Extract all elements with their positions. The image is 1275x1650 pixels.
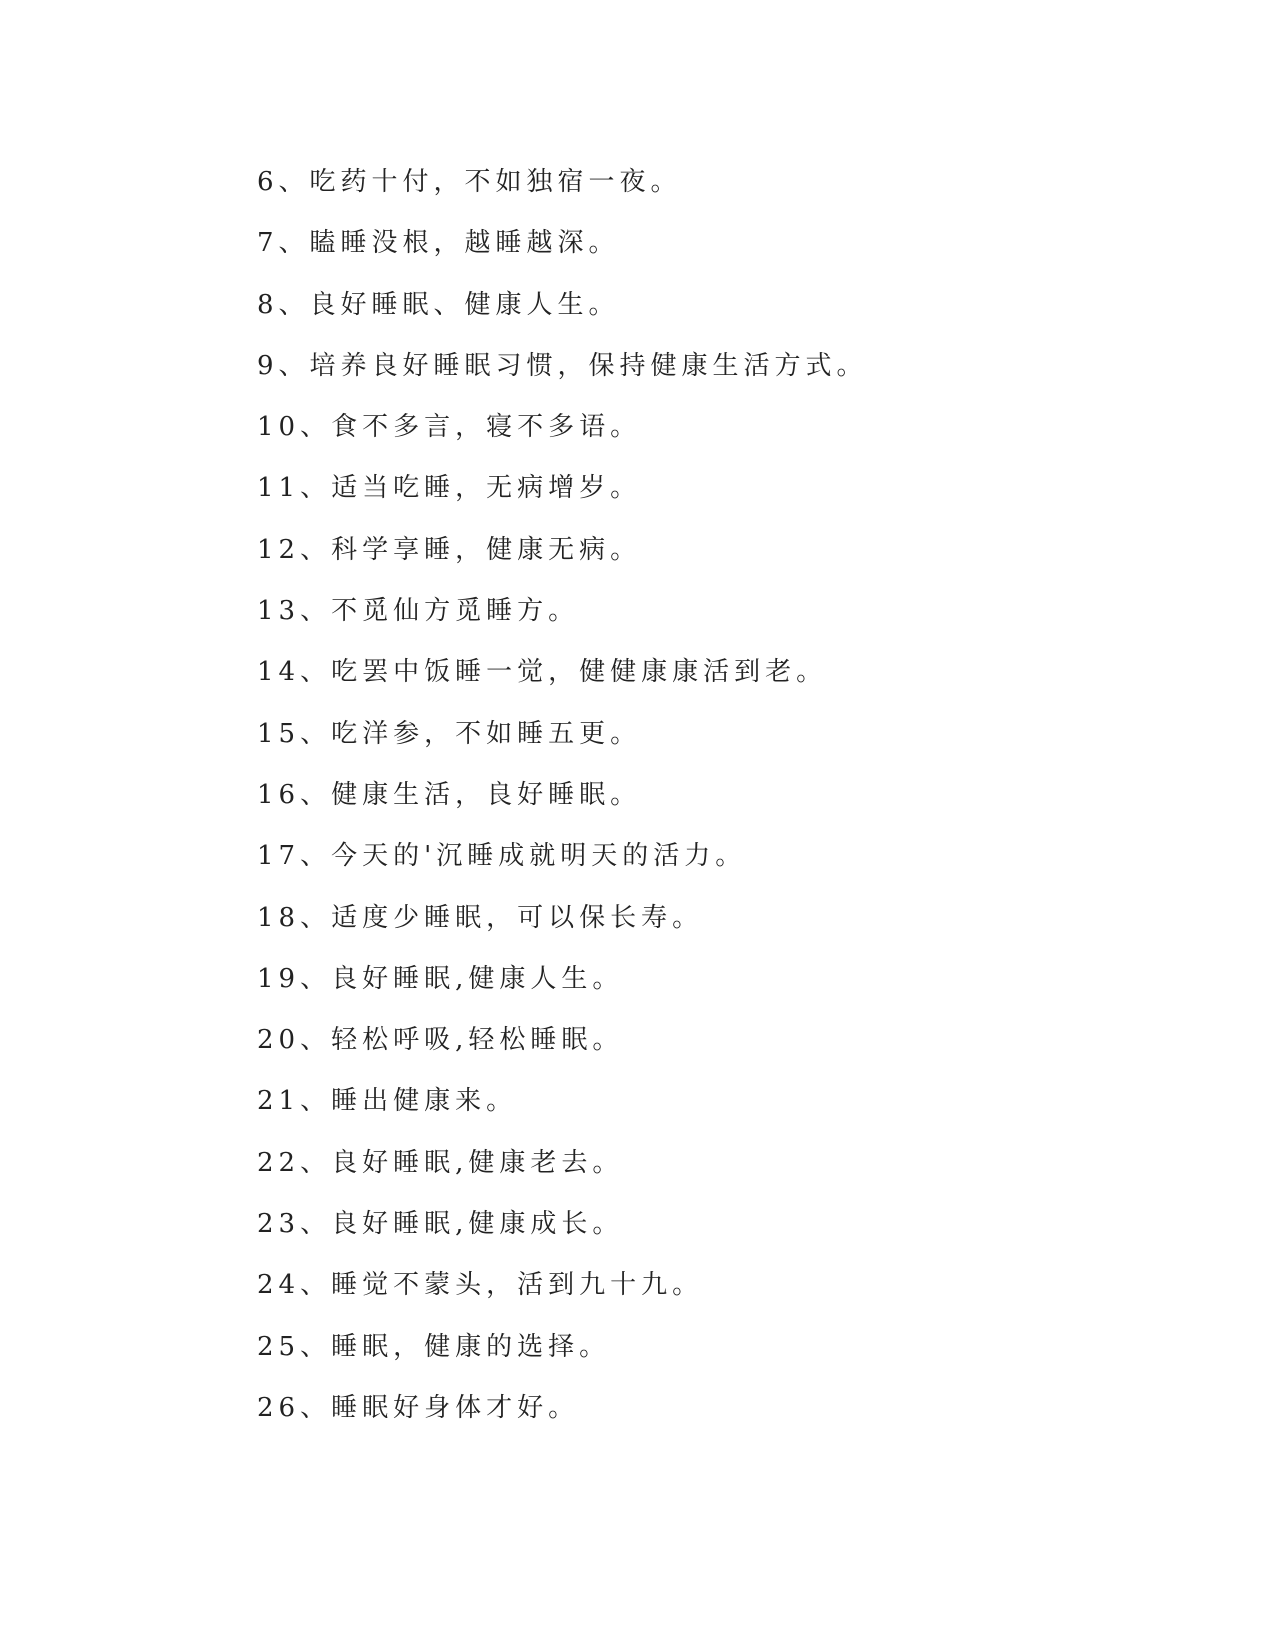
- list-item: 22、良好睡眠,健康老去。: [257, 1147, 624, 1178]
- list-item: 9、培养良好睡眠习惯，保持健康生活方式。: [257, 350, 868, 381]
- list-item: 23、良好睡眠,健康成长。: [257, 1209, 624, 1240]
- list-item: 20、轻松呼吸,轻松睡眠。: [257, 1025, 624, 1056]
- list-item: 18、适度少睡眠，可以保长寿。: [257, 902, 704, 933]
- list-item: 12、科学享睡，健康无病。: [257, 534, 642, 565]
- list-item: 14、吃罢中饭睡一觉，健健康康活到老。: [257, 657, 828, 688]
- list-item: 17、今天的'沉睡成就明天的活力。: [257, 841, 747, 872]
- list-item: 16、健康生活，良好睡眠。: [257, 779, 642, 810]
- list-item: 10、食不多言，寝不多语。: [257, 412, 642, 443]
- list-item: 25、睡眠，健康的选择。: [257, 1331, 611, 1362]
- list-item: 7、瞌睡没根，越睡越深。: [257, 228, 620, 259]
- list-item: 19、良好睡眠,健康人生。: [257, 963, 624, 994]
- list-item: 21、睡出健康来。: [257, 1086, 518, 1117]
- list-item: 26、睡眠好身体才好。: [257, 1392, 580, 1423]
- list-item: 24、睡觉不蒙头，活到九十九。: [257, 1270, 704, 1301]
- list-item: 11、适当吃睡，无病增岁。: [257, 473, 642, 504]
- list-item: 6、吃药十付，不如独宿一夜。: [257, 167, 682, 197]
- list-item: 8、良好睡眠、健康人生。: [257, 289, 620, 320]
- slogan-list: [257, 162, 868, 1449]
- list-item: 13、不觅仙方觅睡方。: [257, 596, 580, 627]
- list-item: 15、吃洋参，不如睡五更。: [257, 718, 642, 749]
